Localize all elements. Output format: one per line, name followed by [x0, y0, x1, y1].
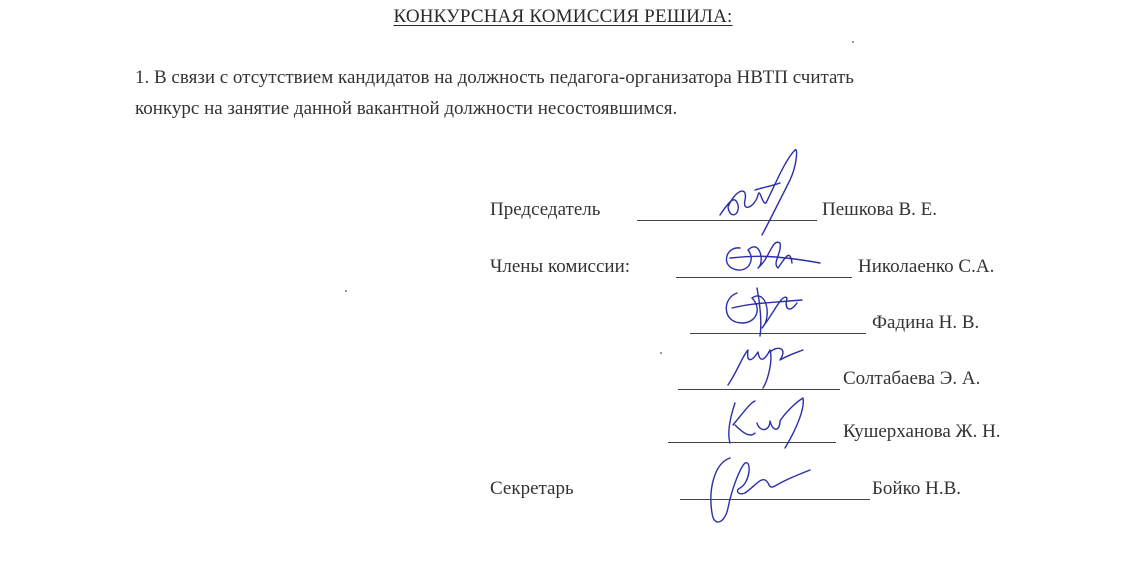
member-3-signature	[718, 330, 808, 390]
member-1-signature-line	[676, 277, 852, 278]
member-4-signature-line	[668, 442, 836, 443]
member-3-signature-line	[678, 389, 840, 390]
secretary-signature-line	[680, 499, 870, 500]
scan-speck	[660, 352, 662, 354]
chair-signature	[700, 145, 810, 240]
decision-paragraph	[135, 62, 1035, 124]
member-2-signature-line	[690, 333, 866, 334]
secretary-signature	[700, 448, 820, 533]
member-1-name: Николаенко С.А.	[858, 256, 995, 277]
chair-signature-line	[637, 220, 817, 221]
secretary-name: Бойко Н.В.	[872, 478, 961, 499]
member-4-signature	[715, 393, 815, 453]
secretary-label: Секретарь	[490, 478, 574, 499]
chair-label: Председатель	[490, 199, 601, 220]
member-4-name: Кушерханова Ж. Н.	[843, 421, 1001, 442]
member-2-name: Фадина Н. В.	[872, 312, 980, 333]
section-heading	[0, 6, 1126, 28]
heading-text: КОНКУРСНАЯ КОМИССИЯ РЕШИЛА:	[393, 6, 733, 27]
scan-speck	[345, 290, 347, 292]
decision-line-1: 1. В связи с отсутствием кандидатов на должность педагога-организатора НВТП считать	[135, 67, 854, 88]
members-label: Члены комиссии:	[490, 256, 631, 277]
member-3-name: Солтабаева Э. А.	[843, 368, 981, 389]
chair-name: Пешкова В. Е.	[822, 199, 937, 220]
member-2-signature	[712, 278, 812, 338]
decision-line-2: конкурс на занятие данной вакантной должности несостоявшимся.	[135, 98, 678, 119]
member-1-signature	[710, 228, 830, 288]
scan-speck	[852, 41, 854, 43]
